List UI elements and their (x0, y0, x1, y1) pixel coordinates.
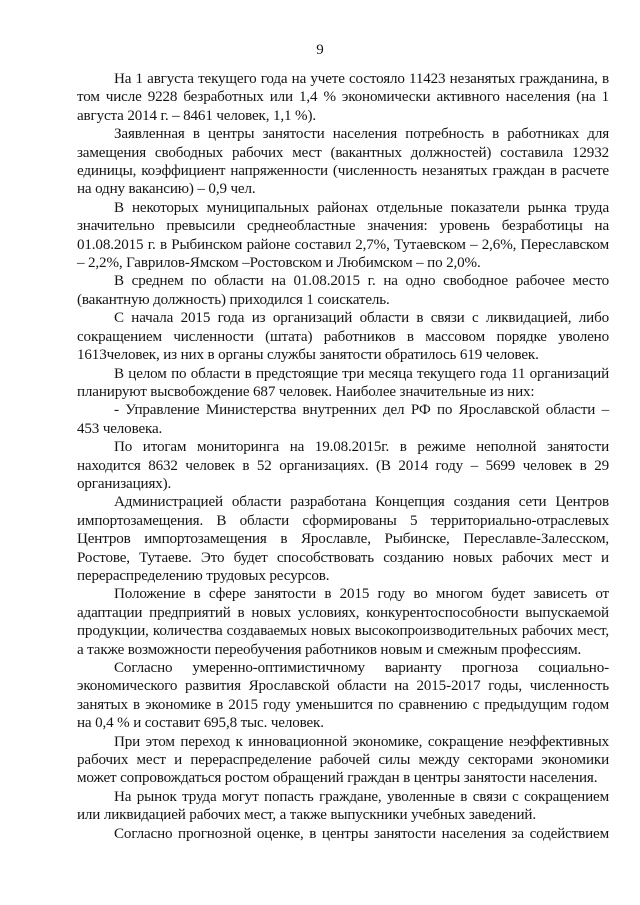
paragraph-employment-outlook: Положение в сфере занятости в 2015 году во многом будет зависеть от адаптации предприятий в новых условиях, конкурентоспособности выпускаемой продукции, количества создаваемых новых высокопроизводительных рабочих мест, а также возможности переобучения работников новым и смежным профессиям. (77, 586, 609, 658)
paragraph-unemployed-count: На 1 августа текущего года на учете состояло 11423 незанятых гражданина, в том числе 9228 безработных или 1,4 % экономически активного населения (на 1 августа 2014 г. – 8461 человек, 1,1 %). (77, 71, 609, 124)
paragraph-planned-release: В целом по области в предстоящие три месяца текущего года 11 организаций планируют высвобождение 687 человек. Наиболее значительные из них: (77, 365, 609, 400)
paragraph-part-time: По итогам мониторинга на 19.08.2015г. в режиме неполной занятости находится 8632 человек в 52 организациях. (В 2014 году – 5699 человек в 29 организациях). (77, 439, 609, 492)
list-item-ministry: - Управление Министерства внутренних дел РФ по Ярославской области – 453 человека. (77, 402, 609, 437)
paragraph-average-applicants: В среднем по области на 01.08.2015 г. на одно свободное рабочее место (вакантную должность) приходился 1 соискатель. (77, 273, 609, 308)
paragraph-forecast: Согласно умеренно-оптимистичному варианту прогноза социально-экономического развития Ярославской области на 2015-2017 годы, численность занятых в экономике в 2015 году уменьшится по сравнению с предыдущим годом на 0,4 % и составит 695,8 тыс. человек. (77, 660, 609, 732)
paragraph-labor-market-entrants: На рынок труда могут попасть граждане, уволенные в связи с сокращением или ликвидацией рабочих мест, а также выпускники учебных заведений. (77, 788, 609, 824)
paragraph-innovation-economy: При этом переход к инновационной экономике, сокращение неэффективных рабочих мест и перераспределение рабочей силы между секторами экономики может сопровождаться ростом обращений граждан в центры занятости населения. (77, 733, 609, 787)
page-number: 9 (316, 42, 324, 58)
page-body (77, 70, 609, 843)
paragraph-import-substitution: Администрацией области разработана Концепция создания сети Центров импортозамещения. В области сформированы 5 территориально-отраслевых Центров импортозамещения в Ярославле, Рыбинске, Переславле-Залесском, Ростове, Тутаеве. Это будет способствовать созданию новых рабочих мест и перераспределению трудовых ресурсов. (77, 494, 609, 584)
paragraph-vacancies: Заявленная в центры занятости населения потребность в работниках для замещения свободных рабочих мест (вакантных должностей) составила 12932 единицы, коэффициент напряженности (численность незанятых граждан в расчете на одну вакансию) – 0,9 чел. (77, 126, 609, 198)
paragraph-forecast-estimate: Согласно прогнозной оценке, в центры занятости населения за содействием (114, 825, 609, 842)
paragraph-municipal-districts: В некоторых муниципальных районах отдельные показатели рынка труда значительно превысили среднеобластные значения: уровень безработицы на 01.08.2015 г. в Рыбинском районе составил 2,7%, Тутаевском – 2,6%, Переславском – 2,2%, Гаврилов-Ямском –Ростовском и Любимском – по 2,0%. (77, 199, 609, 272)
paragraph-mass-layoffs: С начала 2015 года из организаций области в связи с ликвидацией, либо сокращением численности (штата) работников в массовом порядке уволено 1613человек, из них в органы службы занятости обратилось 619 человек. (77, 310, 609, 364)
